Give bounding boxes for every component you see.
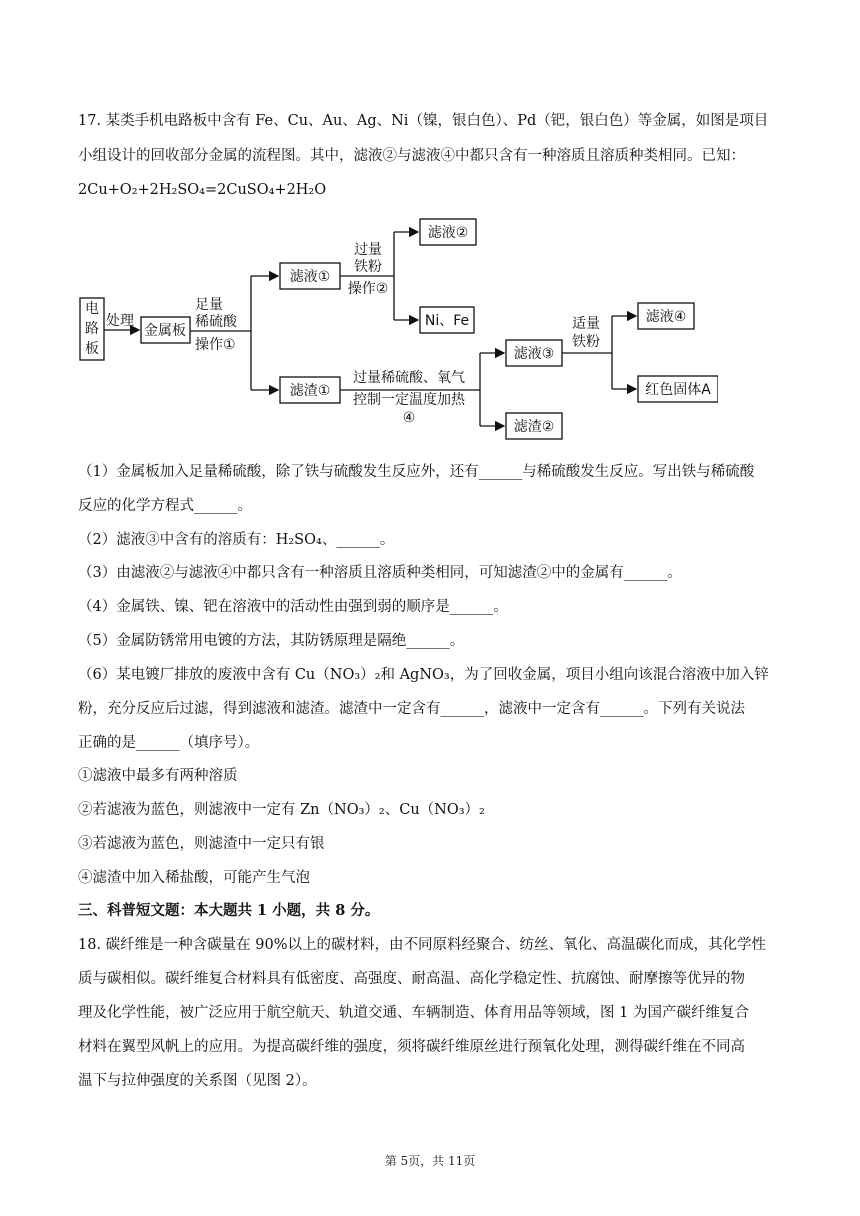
option-line: ③若滤液为蓝色，则滤渣中一定只有银 [78, 836, 325, 852]
option-line: ②若滤液为蓝色，则滤液中一定有 Zn（NO₃）₂、Cu（NO₃）₂ [78, 802, 485, 818]
q18-line: 18. 碳纤维是一种含碳量在 90%以上的碳材料，由不同原料经聚合、纺丝、氧化、高温碳化而成，其化学性 [78, 937, 767, 953]
option-line: ④滤渣中加入稀盐酸，可能产生气泡 [78, 870, 310, 886]
section-heading: 三、科普短文题：本大题共 1 小题，共 8 分。 [78, 902, 380, 919]
q17-line2: 小组设计的回收部分金属的流程图。其中，滤液②与滤液④中都只含有一种溶质且溶质种类相同。已知： [78, 148, 745, 164]
heat-label-1: 过量稀硫酸、氧气 [353, 370, 465, 386]
filtrate2-label: 滤液② [427, 225, 469, 241]
question-line: 粉，充分反应后过滤，得到滤液和滤渣。滤渣中一定含有______，滤液中一定含有______。下列有关说法 [78, 701, 745, 717]
q17-equation: 2Cu+O₂+2H₂SO₄=2CuSO₄+2H₂O [78, 182, 327, 198]
question-line: 反应的化学方程式______。 [78, 498, 252, 514]
question-line: 正确的是______（填序号）。 [78, 735, 260, 751]
q18-line: 温下与拉伸强度的关系图（见图 2）。 [78, 1073, 317, 1089]
flowchart [78, 205, 718, 445]
option-line: ①滤液中最多有两种溶质 [78, 768, 238, 784]
red-solid-label: 红色固体A [645, 382, 711, 398]
q18-line: 质与碳相似。碳纤维复合材料具有低密度、高强度、耐高温、高化学稳定性、抗腐蚀、耐摩擦等优异的物 [78, 971, 745, 987]
q17-line1: 17. 某类手机电路板中含有 Fe、Cu、Au、Ag、Ni（镍，银白色）、Pd（钯，银白色）等金属，如图是项目 [78, 113, 769, 129]
iron2-label-2: 铁粉 [572, 334, 600, 350]
question-line: （3）由滤液②与滤液④中都只含有一种溶质且溶质种类相同，可知滤渣②中的金属有______。 [78, 565, 682, 581]
circuit-char-1: 电 [85, 301, 99, 317]
filtrate3-label: 滤液③ [513, 346, 555, 362]
question-line: （6）某电镀厂排放的废液中含有 Cu（NO₃）₂和 AgNO₃，为了回收金属，项目小组向该混合溶液中加入锌 [78, 667, 769, 683]
ni-fe-label: Ni、Fe [424, 313, 470, 329]
q18-line: 材料在翼型风帆上的应用。为提高碳纤维的强度，须将碳纤维原丝进行预氧化处理，测得碳纤维在不同高 [78, 1039, 745, 1055]
filtrate1-label: 滤液① [289, 269, 331, 285]
question-line: （5）金属防锈常用电镀的方法，其防锈原理是隔绝______。 [78, 633, 465, 649]
heat-label-2: 控制一定温度加热 [353, 392, 465, 408]
iron-label-2: 铁粉 [354, 259, 382, 275]
filtrate4-label: 滤液④ [645, 309, 687, 325]
q18-line: 理及化学性能，被广泛应用于航空航天、轨道交通、车辆制造、体育用品等领域，图 1 为国产碳纤维复合 [78, 1005, 749, 1021]
residue1-label: 滤渣① [289, 383, 331, 399]
process-label: 处理 [106, 313, 134, 329]
flowchart-diagram [78, 205, 718, 445]
circuit-char-3: 板 [85, 341, 99, 357]
iron2-label-1: 适量 [572, 316, 600, 332]
question-line: （1）金属板加入足量稀硫酸，除了铁与硫酸发生反应外，还有______与稀硫酸发生反应。写出铁与稀硫酸 [78, 464, 755, 480]
iron-label-1: 过量 [354, 242, 382, 258]
heat-label-3: ④ [402, 410, 416, 426]
page-footer: 第 5页，共 11页 [384, 1154, 476, 1168]
metal-plate-label: 金属板 [144, 323, 186, 339]
question-line: （2）滤液③中含有的溶质有：H₂SO₄、______。 [78, 532, 395, 548]
acid-label-3: 操作① [195, 337, 236, 353]
acid-label-2: 稀硫酸 [195, 314, 237, 330]
residue2-label: 滤渣② [513, 419, 555, 435]
iron-label-3: 操作② [347, 281, 389, 297]
circuit-char-2: 路 [85, 321, 99, 337]
question-line: （4）金属铁、镍、钯在溶液中的活动性由强到弱的顺序是______。 [78, 599, 508, 615]
acid-label-1: 足量 [195, 297, 223, 313]
